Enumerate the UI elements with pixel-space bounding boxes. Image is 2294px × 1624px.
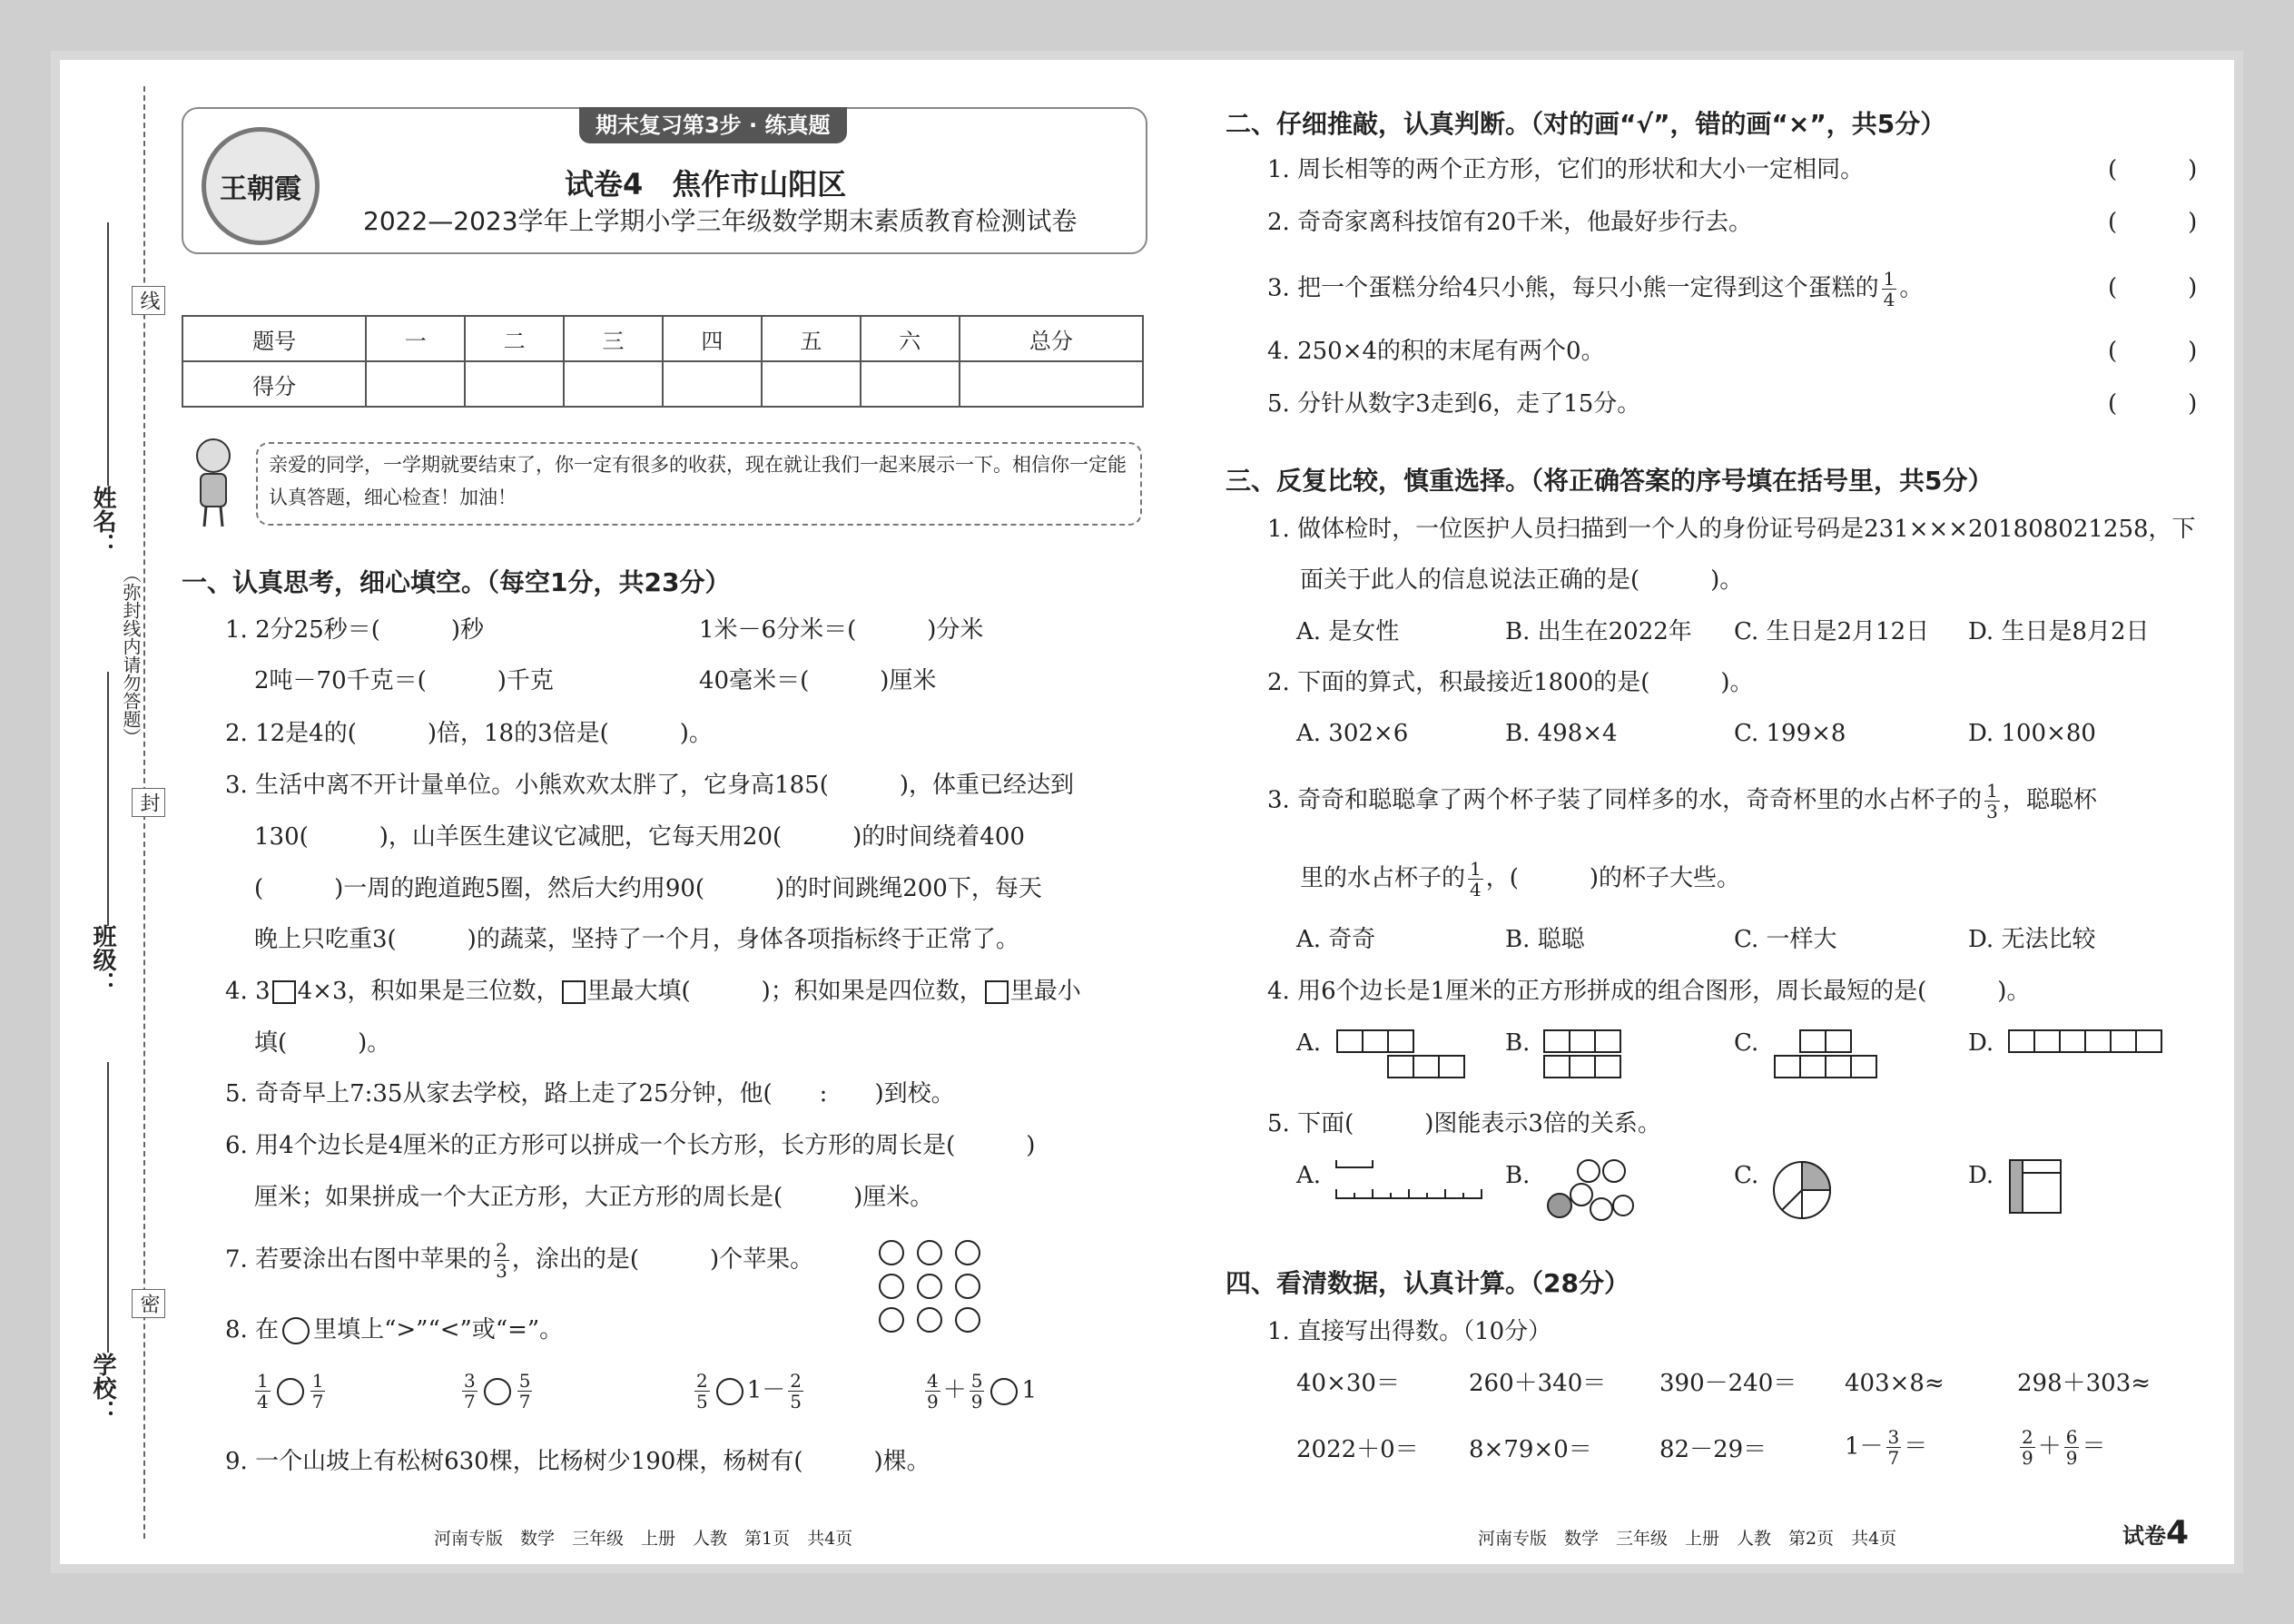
fraction — [694, 1371, 710, 1412]
fraction — [494, 1240, 509, 1281]
choice-q5-opt-b[interactable]: B. — [1505, 1162, 1531, 1189]
score-input[interactable] — [663, 361, 762, 407]
apple-icon — [918, 1275, 941, 1298]
q6-line2: 厘米；如果拼成一个大正方形，大正方形的周长是( )厘米。 — [254, 1184, 934, 1211]
choice-q5-opt-c[interactable]: C. — [1734, 1162, 1759, 1189]
q8-pre: 8. 在 — [225, 1316, 280, 1343]
calc-r1-5[interactable]: 298＋303≈ — [2017, 1370, 2151, 1397]
numerator: 2 — [790, 1370, 802, 1392]
equals: ＝ — [1904, 1432, 1928, 1461]
denominator: 9 — [2065, 1447, 2078, 1469]
judge-answer-4[interactable]: ( ) — [2108, 338, 2198, 365]
rect-diagram-icon — [2008, 1158, 2063, 1218]
numerator: 1 — [1470, 858, 1482, 880]
compare-circle-icon[interactable] — [716, 1378, 743, 1405]
score-cell: 三 — [564, 316, 663, 361]
shape-c-row1 — [1799, 1029, 1876, 1055]
school-field[interactable] — [107, 1062, 109, 1353]
choice-q1-opt-b[interactable]: B. 出生在2022年 — [1505, 618, 1692, 645]
q4-line2: 填( )。 — [254, 1029, 391, 1057]
choice-q4-opt-b[interactable]: B. — [1505, 1029, 1531, 1057]
choice-q5-opt-d[interactable]: D. — [1968, 1162, 1994, 1189]
denominator: 5 — [790, 1391, 802, 1412]
seal-note: （弥封线内请勿答题） — [120, 565, 142, 746]
numerator: 4 — [927, 1370, 939, 1392]
q1b: 1米－6分米＝( )分米 — [699, 616, 984, 644]
score-input[interactable] — [762, 361, 861, 407]
fraction — [1468, 859, 1483, 900]
badge-number: 4 — [2166, 1514, 2190, 1551]
q8-item4-b: 1 — [1021, 1376, 1038, 1404]
q8-item-1[interactable] — [252, 1371, 328, 1412]
choice-q3-opt-d[interactable]: D. 无法比较 — [1968, 926, 2096, 953]
fraction — [1984, 781, 2000, 822]
choice-q3-line1 — [1267, 781, 2097, 822]
plus-sign: ＋ — [2037, 1432, 2062, 1461]
section1-title: 一、认真思考，细心填空。（每空1分，共23分） — [182, 567, 731, 597]
section2-title: 二、仔细推敲，认真判断。（对的画“√”，错的画“×”，共5分） — [1226, 109, 1946, 139]
fraction — [788, 1371, 803, 1412]
denominator: 4 — [1883, 289, 1895, 310]
judge-answer-2[interactable]: ( ) — [2108, 209, 2198, 236]
footer-right: 河南专版 数学 三年级 上册 人教 第2页 共4页 — [1478, 1529, 1897, 1549]
compare-circle-icon[interactable] — [484, 1378, 511, 1405]
calc-r1-4[interactable]: 403×8≈ — [1845, 1370, 1944, 1397]
paper-badge — [2122, 1514, 2189, 1551]
shape-d-row1 — [2008, 1029, 2161, 1053]
blank-circle-icon — [282, 1317, 310, 1344]
q4-mid: 4×3，积如果是三位数， — [297, 978, 560, 1005]
choice-q3-post: ，聪聪杯 — [2002, 786, 2097, 814]
q1d: 40毫米＝( )厘米 — [699, 667, 937, 694]
fraction — [2064, 1427, 2080, 1468]
judge-item-3-end: 。 — [1899, 274, 1924, 302]
exam-subtitle: 2022—2023学年上学期小学三年级数学期末素质教育检测试卷 — [363, 206, 1078, 236]
header-banner: 期末复习第3步 · 练真题 — [579, 107, 847, 143]
score-cell: 题号 — [182, 316, 366, 361]
numerator: 5 — [970, 1370, 983, 1392]
q8-item-2[interactable] — [459, 1371, 535, 1412]
plus-sign: ＋ — [942, 1376, 967, 1404]
choice-q4-opt-a[interactable]: A. — [1296, 1029, 1322, 1057]
q8-post: 里填上“>”“<”或“=”。 — [313, 1316, 564, 1343]
apples-figure — [877, 1236, 986, 1340]
denominator: 9 — [970, 1391, 983, 1412]
fraction — [462, 1371, 478, 1412]
cartoon-boy-icon — [186, 434, 241, 529]
fraction — [517, 1371, 533, 1412]
school-label: 学校： — [89, 1353, 116, 1423]
section3-title: 三、反复比较，慎重选择。（将正确答案的序号填在括号里，共5分） — [1226, 466, 1994, 496]
apple-icon — [956, 1241, 980, 1265]
choice-q3-opt-b[interactable]: B. 聪聪 — [1505, 926, 1585, 953]
apple-icon — [880, 1241, 903, 1265]
q9: 9. 一个山坡上有松树630棵，比杨树少190棵，杨树有( )棵。 — [225, 1448, 930, 1475]
q3-line4: 晚上只吃重3( )的蔬菜，坚持了一个月，身体各项指标终于正常了。 — [254, 926, 1019, 953]
choice-q1-opt-c[interactable]: C. 生日是2月12日 — [1734, 618, 1930, 645]
choice-q2-opt-a[interactable]: A. 302×6 — [1296, 720, 1409, 747]
shape-d — [2008, 1029, 2161, 1053]
numerator: 2 — [2022, 1426, 2033, 1448]
shape-b-row2 — [1543, 1055, 1620, 1078]
calc-r1-1[interactable]: 40×30＝ — [1296, 1370, 1400, 1397]
judge-answer-3[interactable]: ( ) — [2108, 274, 2198, 301]
choice-q3-opt-c[interactable]: C. 一样大 — [1734, 926, 1837, 953]
score-label: 得分 — [182, 361, 366, 407]
calc-r2-3[interactable]: 82－29＝ — [1659, 1436, 1767, 1463]
numerator: 2 — [496, 1239, 507, 1261]
denominator: 7 — [518, 1391, 531, 1412]
segment-diagram — [1334, 1155, 1489, 1209]
fraction — [970, 1371, 985, 1412]
exam-title: 试卷4 焦作市山阳区 — [565, 167, 847, 202]
choice-q5-opt-a[interactable]: A. — [1296, 1162, 1322, 1189]
binding-mark-mi: 密 — [132, 1289, 165, 1318]
q5: 5. 奇奇早上7:35从家去学校，路上走了25分钟，他( : )到校。 — [225, 1080, 955, 1107]
denominator: 9 — [2022, 1447, 2033, 1469]
score-input[interactable] — [465, 361, 564, 407]
fraction — [2020, 1427, 2035, 1468]
q2: 2. 12是4的( )倍，18的3倍是( )。 — [225, 720, 713, 747]
numerator: 1 — [311, 1370, 324, 1392]
choice-q4-opt-d[interactable]: D. — [1968, 1029, 1994, 1057]
compare-circle-icon[interactable] — [990, 1378, 1018, 1405]
numerator: 6 — [2065, 1426, 2078, 1448]
q4-end: 里最小 — [1009, 978, 1081, 1005]
choice-q2-opt-b[interactable]: B. 498×4 — [1505, 720, 1618, 747]
choice-q2-opt-c[interactable]: C. 199×8 — [1734, 720, 1846, 747]
calc-r2-4-pre: 1－ — [1845, 1432, 1884, 1461]
numerator: 1 — [257, 1370, 269, 1392]
apple-icon — [956, 1308, 980, 1332]
class-field[interactable] — [107, 672, 109, 926]
numerator: 2 — [696, 1370, 708, 1392]
denominator: 3 — [496, 1260, 507, 1282]
denominator: 7 — [311, 1391, 324, 1412]
apple-icon — [918, 1241, 941, 1265]
choice-q1-line1: 1. 做体检时，一位医护人员扫描到一个人的身份证号码是231×××201808021258，下 — [1267, 516, 2196, 543]
choice-q3-l2-pre: 里的水占杯子的 — [1300, 864, 1466, 892]
score-table — [182, 315, 1144, 408]
judge-item-3-text: 3. 把一个蛋糕分给4只小熊，每只小熊一定得到这个蛋糕的 — [1267, 274, 1879, 302]
shape-b — [1543, 1029, 1620, 1078]
judge-item-4: 4. 250×4的积的末尾有两个0。 — [1267, 338, 1605, 365]
q1a: 1. 2分25秒＝( )秒 — [225, 616, 484, 644]
q8-item-3[interactable] — [692, 1371, 806, 1412]
choice-q1-opt-d[interactable]: D. 生日是8月2日 — [1968, 618, 2150, 645]
fraction — [310, 1371, 326, 1412]
numerator: 3 — [1887, 1426, 1900, 1448]
calc-r2-1[interactable]: 2022＋0＝ — [1296, 1436, 1419, 1463]
choice-q3-line2 — [1300, 859, 1740, 900]
score-cell: 四 — [663, 316, 762, 361]
judge-item-1: 1. 周长相等的两个正方形，它们的形状和大小一定相同。 — [1267, 156, 1865, 183]
q3-line3: ( )一周的跑道跑5圈，然后大约用90( )的时间跳绳200下，每天 — [254, 875, 1042, 902]
denominator: 7 — [464, 1391, 476, 1412]
compare-circle-icon[interactable] — [277, 1378, 304, 1405]
equals: ＝ — [2082, 1432, 2106, 1461]
shape-a-row1 — [1336, 1029, 1463, 1055]
q7-pre: 7. 若要涂出右图中苹果的 — [225, 1245, 492, 1274]
choice-q3-pre: 3. 奇奇和聪聪拿了两个杯子装了同样多的水，奇奇杯里的水占杯子的 — [1267, 786, 1983, 814]
q3-line1: 3. 生活中离不开计量单位。小熊欢欢太胖了，它身高185( )，体重已经达到 — [225, 772, 1074, 799]
score-input[interactable] — [861, 361, 960, 407]
blank-square-icon — [985, 980, 1009, 1004]
fraction — [255, 1371, 271, 1412]
choice-q4: 4. 用6个边长是1厘米的正方形拼成的组合图形，周长最短的是( )。 — [1267, 978, 2031, 1005]
score-cell: 一 — [366, 316, 465, 361]
calc-r2-2[interactable]: 8×79×0＝ — [1469, 1436, 1592, 1463]
blank-square-icon — [272, 980, 296, 1004]
shape-c-row2 — [1774, 1055, 1876, 1078]
q4-line1 — [225, 976, 1081, 1007]
calc-sub1: 1. 直接写出得数。（10分） — [1267, 1318, 1552, 1345]
q8 — [225, 1314, 563, 1345]
fraction — [1882, 269, 1897, 310]
choice-q5: 5. 下面( )图能表示3倍的关系。 — [1267, 1110, 1661, 1137]
apple-icon — [918, 1308, 941, 1332]
score-cell: 五 — [762, 316, 861, 361]
denominator: 4 — [1470, 879, 1482, 901]
choice-q4-opt-c[interactable]: C. — [1734, 1029, 1759, 1057]
binding-mark-feng: 封 — [132, 788, 165, 817]
q8-item-4[interactable] — [922, 1371, 1037, 1412]
denominator: 5 — [696, 1391, 708, 1412]
score-header-row — [182, 316, 1143, 361]
denominator: 7 — [1887, 1447, 1900, 1469]
calc-r1-2[interactable]: 260＋340＝ — [1469, 1370, 1607, 1397]
choice-q1-line2: 面关于此人的信息说法正确的是( )。 — [1300, 566, 1744, 594]
q6-line1: 6. 用4个边长是4厘米的正方形可以拼成一个长方形，长方形的周长是( ) — [225, 1132, 1036, 1159]
apple-group-icon — [1543, 1158, 1634, 1225]
logo-text: 王朝霞 — [220, 173, 301, 205]
score-cell: 总分 — [960, 316, 1143, 361]
judge-item-2: 2. 奇奇家离科技馆有20千米，他最好步行去。 — [1267, 209, 1753, 236]
calc-r1-3[interactable]: 390－240＝ — [1659, 1370, 1797, 1397]
score-input[interactable] — [564, 361, 663, 407]
apple-icon — [880, 1275, 903, 1298]
denominator: 9 — [927, 1391, 939, 1412]
calc-r2-5[interactable] — [2017, 1427, 2106, 1468]
badge-text: 试卷 — [2122, 1523, 2166, 1549]
choice-q2-opt-d[interactable]: D. 100×80 — [1968, 720, 2096, 747]
fraction — [1886, 1427, 1902, 1468]
judge-answer-1[interactable]: ( ) — [2108, 156, 2198, 183]
shape-b-row1 — [1543, 1029, 1620, 1055]
q1c: 2吨－70千克＝( )千克 — [254, 667, 554, 694]
shape-a — [1336, 1029, 1463, 1078]
denominator: 4 — [257, 1391, 269, 1412]
section4-title: 四、看清数据，认真计算。（28分） — [1226, 1268, 1629, 1298]
shape-a-row2 — [1387, 1055, 1463, 1078]
q4-pre: 4. 3 — [225, 978, 271, 1005]
q4-mid2: 里最大填( )；积如果是四位数， — [586, 978, 983, 1005]
q7-post: ，涂出的是( )个苹果。 — [511, 1245, 814, 1274]
choice-q1-opt-a[interactable]: A. 是女性 — [1296, 618, 1400, 645]
apple-icon — [880, 1308, 903, 1332]
score-input-row — [182, 361, 1143, 407]
greeting-text: 亲爱的同学，一学期就要结束了，你一定有很多的收获，现在就让我们一起来展示一下。相信你一定能认真答题，细心检查！加油！ — [269, 454, 1127, 508]
judge-answer-5[interactable]: ( ) — [2108, 390, 2198, 418]
calc-r2-4[interactable] — [1845, 1427, 1927, 1468]
blank-square-icon — [562, 980, 586, 1004]
logo — [202, 127, 320, 245]
q3-line2: 130( )，山羊医生建议它减肥，它每天用20( )的时间绕着400 — [254, 823, 1025, 851]
score-input[interactable] — [366, 361, 465, 407]
fraction — [925, 1371, 940, 1412]
judge-item-3 — [1267, 269, 1923, 310]
pie-icon — [1770, 1158, 1834, 1225]
choice-q2: 2. 下面的算式，积最接近1800的是( )。 — [1267, 669, 1754, 696]
score-input[interactable] — [960, 361, 1143, 407]
numerator: 5 — [518, 1370, 531, 1392]
class-label: 班级： — [89, 924, 116, 995]
numerator: 3 — [464, 1370, 476, 1392]
shape-c — [1774, 1029, 1876, 1078]
q8-item3-pre: 1－ — [746, 1376, 786, 1404]
choice-q3-opt-a[interactable]: A. 奇奇 — [1296, 926, 1376, 953]
score-cell: 六 — [861, 316, 960, 361]
name-label: 姓名： — [89, 486, 116, 556]
apple-icon — [956, 1275, 980, 1298]
q7 — [225, 1240, 813, 1281]
numerator: 1 — [1883, 268, 1895, 290]
numerator: 1 — [1986, 780, 1998, 802]
binding-mark-xian: 线 — [132, 286, 165, 315]
judge-item-5: 5. 分针从数字3走到6，走了15分。 — [1267, 390, 1641, 418]
score-cell: 二 — [465, 316, 564, 361]
denominator: 3 — [1986, 801, 1998, 822]
choice-q3-l2-post: ，( )的杯子大些。 — [1485, 864, 1741, 892]
footer-left: 河南专版 数学 三年级 上册 人教 第1页 共4页 — [434, 1529, 853, 1549]
name-field[interactable] — [107, 222, 109, 486]
